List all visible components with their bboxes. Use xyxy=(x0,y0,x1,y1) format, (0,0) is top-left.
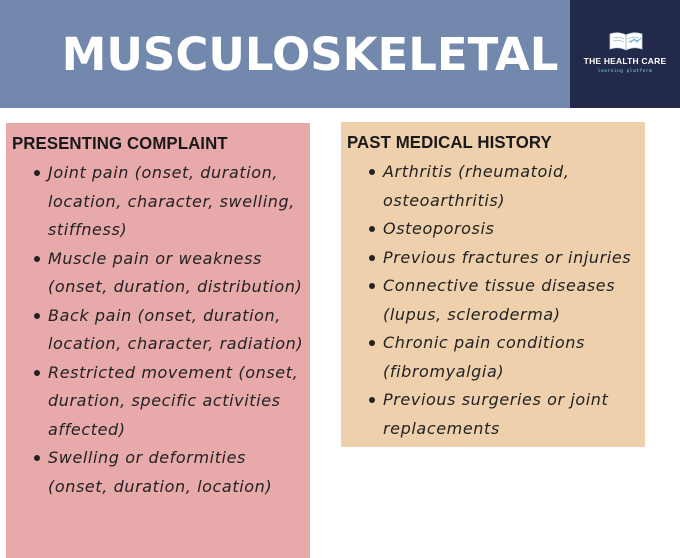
list-item xyxy=(347,215,639,244)
list-item-text: Back pain (onset, duration, location, character, radiation) xyxy=(48,305,304,353)
brand-name: THE HEALTH CARE xyxy=(583,56,667,66)
presenting-complaint-card xyxy=(6,123,310,558)
bullet-icon xyxy=(34,370,40,376)
list-item-text: Previous surgeries or joint replacements xyxy=(383,390,609,438)
list-item xyxy=(347,158,639,215)
list-item xyxy=(12,359,304,445)
past-medical-history-card xyxy=(341,122,645,447)
list-item-text: Restricted movement (onset, duration, specific activities affected) xyxy=(48,362,299,439)
list-item xyxy=(12,245,304,302)
list-item-text: Osteoporosis xyxy=(383,219,495,238)
list-item-text: Connective tissue diseases (lupus, scleroderma) xyxy=(383,276,616,324)
list-item xyxy=(12,444,304,501)
list-item xyxy=(347,386,639,443)
bullet-icon xyxy=(369,397,375,403)
list-item-text: Swelling or deformities (onset, duration, location) xyxy=(48,448,273,496)
list-item-text: Muscle pain or weakness (onset, duration, distribution) xyxy=(48,248,303,296)
list-item-text: Joint pain (onset, duration, location, character, swelling, stiffness) xyxy=(48,163,295,239)
list-item-text: Previous fractures or injuries xyxy=(383,247,632,267)
bullet-icon xyxy=(34,455,40,461)
list-item-text: Chronic pain conditions (fibromyalgia) xyxy=(383,333,585,381)
bullet-icon xyxy=(369,283,375,289)
list-item xyxy=(12,159,304,245)
bullet-icon xyxy=(369,340,375,346)
presenting-complaint-list xyxy=(12,159,304,501)
list-item xyxy=(347,244,639,273)
presenting-complaint-title: PRESENTING COMPLAINT xyxy=(12,133,228,153)
past-medical-history-title: PAST MEDICAL HISTORY xyxy=(347,132,552,152)
brand-logo xyxy=(570,0,680,108)
open-book-icon xyxy=(608,30,644,52)
brand-tagline: learning platform xyxy=(597,69,653,74)
bullet-icon xyxy=(34,170,40,176)
bullet-icon xyxy=(34,256,40,262)
bullet-icon xyxy=(369,255,375,261)
page-title: MUSCULOSKELETAL xyxy=(61,27,559,81)
bullet-icon xyxy=(369,226,375,232)
bullet-icon xyxy=(369,169,375,175)
bullet-icon xyxy=(34,313,40,319)
list-item xyxy=(347,329,639,386)
list-item xyxy=(12,302,304,359)
past-medical-history-list xyxy=(347,158,639,443)
list-item xyxy=(347,272,639,329)
list-item-text: Arthritis (rheumatoid, osteoarthritis) xyxy=(383,162,570,210)
